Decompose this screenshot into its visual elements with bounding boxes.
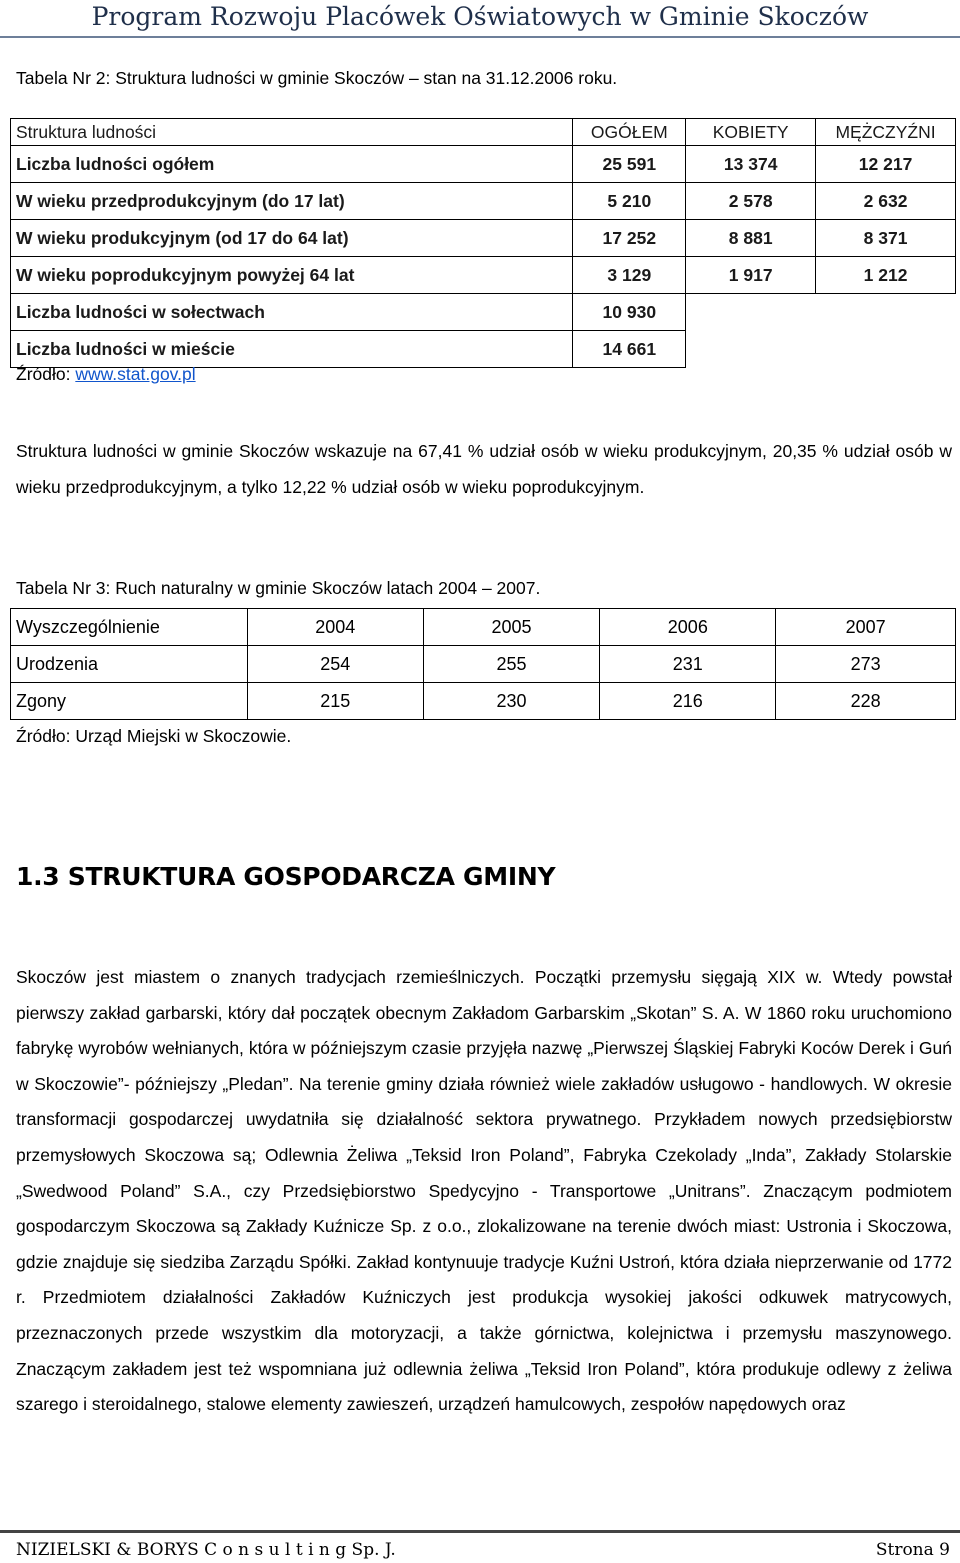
table-cell: 8 371 xyxy=(816,220,956,257)
table-cell: 1 917 xyxy=(686,257,816,294)
table-header-cell: 2005 xyxy=(423,609,600,646)
table-cell: 230 xyxy=(423,683,600,720)
header-divider xyxy=(0,36,960,38)
table-row xyxy=(11,146,956,183)
table-cell: Liczba ludności w sołectwach xyxy=(11,294,573,331)
table-cell: Urodzenia xyxy=(11,646,248,683)
source-label: Źródło: xyxy=(16,364,76,384)
table-row xyxy=(11,294,956,331)
table-cell: Liczba ludności w mieście xyxy=(11,331,573,368)
table-row xyxy=(11,683,956,720)
table-header-row xyxy=(11,609,956,646)
table-cell: 14 661 xyxy=(573,331,686,368)
table-header-row xyxy=(11,119,956,146)
table-header-cell: 2007 xyxy=(776,609,956,646)
table-header-cell: KOBIETY xyxy=(686,119,816,146)
table-cell: 2 632 xyxy=(816,183,956,220)
table-header-cell: MĘŻCZYŹNI xyxy=(816,119,956,146)
table-cell: 25 591 xyxy=(573,146,686,183)
empty-cell xyxy=(686,331,956,368)
natural-movement-table xyxy=(10,608,956,720)
table-row xyxy=(11,220,956,257)
population-paragraph: Struktura ludności w gminie Skoczów wskazuje na 67,41 % udział osób w wieku produkcyjnym, 20,35 % udział osób w wieku przedprodukcyjnym, a tylko 12,22 % udział osób w wieku poprodukcyjnym. xyxy=(16,441,952,497)
footer-company: NIZIELSKI & BORYS C o n s u l t i n g Sp. J. xyxy=(16,1540,396,1560)
table-header-cell: OGÓŁEM xyxy=(573,119,686,146)
table-header-cell: 2004 xyxy=(247,609,423,646)
table-cell: 1 212 xyxy=(816,257,956,294)
footer-divider xyxy=(0,1530,960,1533)
table-header-cell: Wyszczególnienie xyxy=(11,609,248,646)
table-row xyxy=(11,331,956,368)
table2-source: Źródło: Urząd Miejski w Skoczowie. xyxy=(16,726,292,746)
table-cell: 5 210 xyxy=(573,183,686,220)
table-row xyxy=(11,257,956,294)
table2-caption: Tabela Nr 3: Ruch naturalny w gminie Skoczów latach 2004 – 2007. xyxy=(16,578,541,598)
table-cell: W wieku poprodukcyjnym powyżej 64 lat xyxy=(11,257,573,294)
table-cell: 13 374 xyxy=(686,146,816,183)
table-cell: 273 xyxy=(776,646,956,683)
table1-caption: Tabela Nr 2: Struktura ludności w gminie Skoczów – stan na 31.12.2006 roku. xyxy=(16,68,618,88)
table-cell: 231 xyxy=(600,646,776,683)
table-row xyxy=(11,646,956,683)
source-link[interactable]: www.stat.gov.pl xyxy=(75,364,196,384)
table-cell: 3 129 xyxy=(573,257,686,294)
table-cell: 10 930 xyxy=(573,294,686,331)
table-cell: W wieku przedprodukcyjnym (do 17 lat) xyxy=(11,183,573,220)
table-cell: 255 xyxy=(423,646,600,683)
empty-cell xyxy=(686,294,956,331)
table-cell: W wieku produkcyjnym (od 17 do 64 lat) xyxy=(11,220,573,257)
table-cell: Liczba ludności ogółem xyxy=(11,146,573,183)
table-cell: 254 xyxy=(247,646,423,683)
table-header-cell: Struktura ludności xyxy=(11,119,573,146)
table-cell: 215 xyxy=(247,683,423,720)
table-cell: 12 217 xyxy=(816,146,956,183)
table1-source xyxy=(16,364,196,385)
table-header-cell: 2006 xyxy=(600,609,776,646)
economy-paragraph: Skoczów jest miastem o znanych tradycjach rzemieślniczych. Początki przemysłu sięgają XIX w. Wtedy powstał pierwszy zakład garbarski, który dał początek obecnym Zakładom Garbarskim „Skotan” S. A. W 1860 roku uruchomiono fabrykę wyrobów wełnianych, która w późniejszym czasie przyjęła nazwę „Pierwszej Śląskiej Fabryki Koców Derek i Guń w Skoczowie”- późniejszy „Pledan”. Na terenie gminy działa również wiele zakładów usługowo - handlowych. W okresie transformacji gospodarczej uwydatniła się działalność sektora prywatnego. Przykładem nowych przedsiębiorstw przemysłowych Skoczowa są; Odlewnia Żeliwa „Teksid Iron Poland”, Fabryka Czekolady „Inda”, Zakłady Stolarskie „Swedwood Poland” S.A., czy Przedsiębiorstwo Spedycyjno - Transportowe „Unitrans”. Znaczącym podmiotem gospodarczym Skoczowa są Zakłady Kuźnicze Sp. z o.o., zlokalizowane na terenie dwóch miast: Ustronia i Skoczowa, gdzie znajduje się siedziba Zarządu Spółki. Zakład kontynuuje tradycje Kuźni Ustroń, która działa nieprzerwanie od 1772 r. Przedmiotem działalności Zakładów Kuźniczych jest produkcja wysokiej jakości odkuwek matrycowych, przeznaczonych przede wszystkim dla motoryzacji, a także górnictwa, kolejnictwa i przemysłu maszynowego. Znaczącym zakładem jest też wspomniana już odlewnia żeliwa „Teksid Iron Poland”, która produkuje odlewy z żeliwa szarego i steroidalnego, stalowe elementy zawieszeń, urządzeń hamulcowych, zespołów napędowych oraz xyxy=(16,967,952,1415)
table-cell: 2 578 xyxy=(686,183,816,220)
table-cell: Zgony xyxy=(11,683,248,720)
population-structure-table xyxy=(10,118,956,368)
table-cell: 228 xyxy=(776,683,956,720)
page-number: Strona 9 xyxy=(875,1540,950,1560)
table-cell: 17 252 xyxy=(573,220,686,257)
section-heading: 1.3 STRUKTURA GOSPODARCZA GMINY xyxy=(16,862,556,891)
page-header-title: Program Rozwoju Placówek Oświatowych w Gminie Skoczów xyxy=(91,2,869,31)
table-cell: 8 881 xyxy=(686,220,816,257)
table-cell: 216 xyxy=(600,683,776,720)
table-row xyxy=(11,183,956,220)
